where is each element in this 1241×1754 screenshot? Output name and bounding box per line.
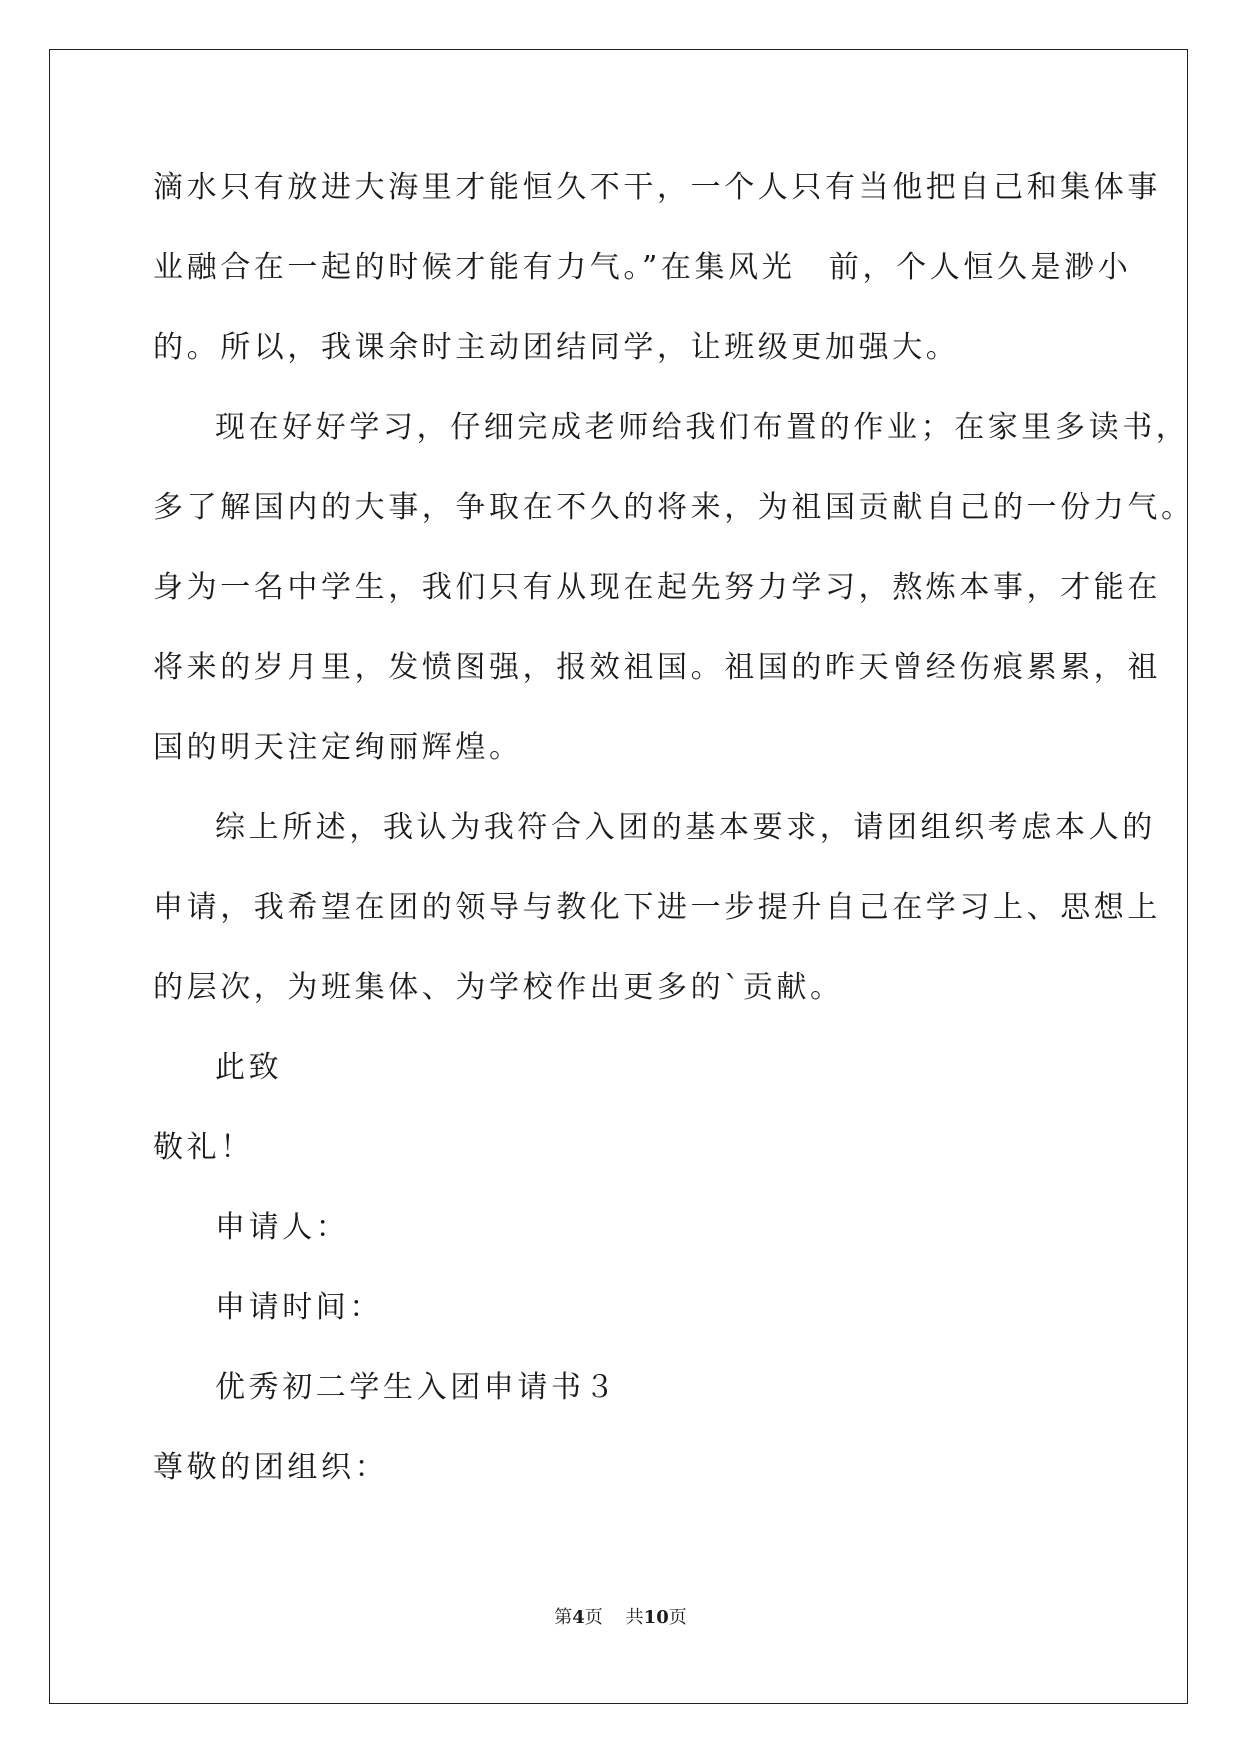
text-line: 业融合在一起的时候才能有力气。”在集风光 前，个人恒久是渺小 [153,250,1132,285]
text-line: 身为一名中学生，我们只有从现在起先努力学习，熬炼本事，才能在 [153,570,1161,605]
page-number: 4 [572,1607,585,1628]
text-line: 滴水只有放进大海里才能恒久不干，一个人只有当他把自己和集体事 [153,170,1161,205]
page-footer [0,1606,1241,1630]
footer-prefix: 第 [554,1607,573,1628]
text-line: 的层次，为班集体、为学校作出更多的`贡献。 [153,970,844,1005]
section-title: 优秀初二学生入团申请书３ [215,1370,619,1405]
text-line: 将来的岁月里，发愤图强，报效祖国。祖国的昨天曾经伤痕累累，祖 [153,650,1161,685]
text-line: 国的明天注定绚丽辉煌。 [153,730,523,765]
paragraph-start: 现在好好学习，仔细完成老师给我们布置的作业；在家里多读书， [215,410,1190,445]
salutation-regards: 敬礼！ [153,1130,254,1165]
application-date-label: 申请时间： [215,1290,383,1325]
footer-total-suffix: 页 [668,1607,687,1628]
applicant-label: 申请人： [215,1210,350,1245]
text-line: 申请，我希望在团的领导与教化下进一步提升自己在学习上、思想上 [153,890,1161,925]
footer-page-suffix: 页 [584,1607,603,1628]
text-line: 的。所以，我课余时主动团结同学，让班级更加强大。 [153,330,960,365]
salutation-closing: 此致 [215,1050,283,1085]
footer-total-prefix: 共 [625,1607,644,1628]
paragraph-start: 综上所述，我认为我符合入团的基本要求，请团组织考虑本人的 [215,810,1156,845]
total-pages: 10 [643,1607,669,1628]
greeting: 尊敬的团组织： [153,1450,389,1485]
text-line: 多了解国内的大事，争取在不久的将来，为祖国贡献自己的一份力气。 [153,490,1195,525]
